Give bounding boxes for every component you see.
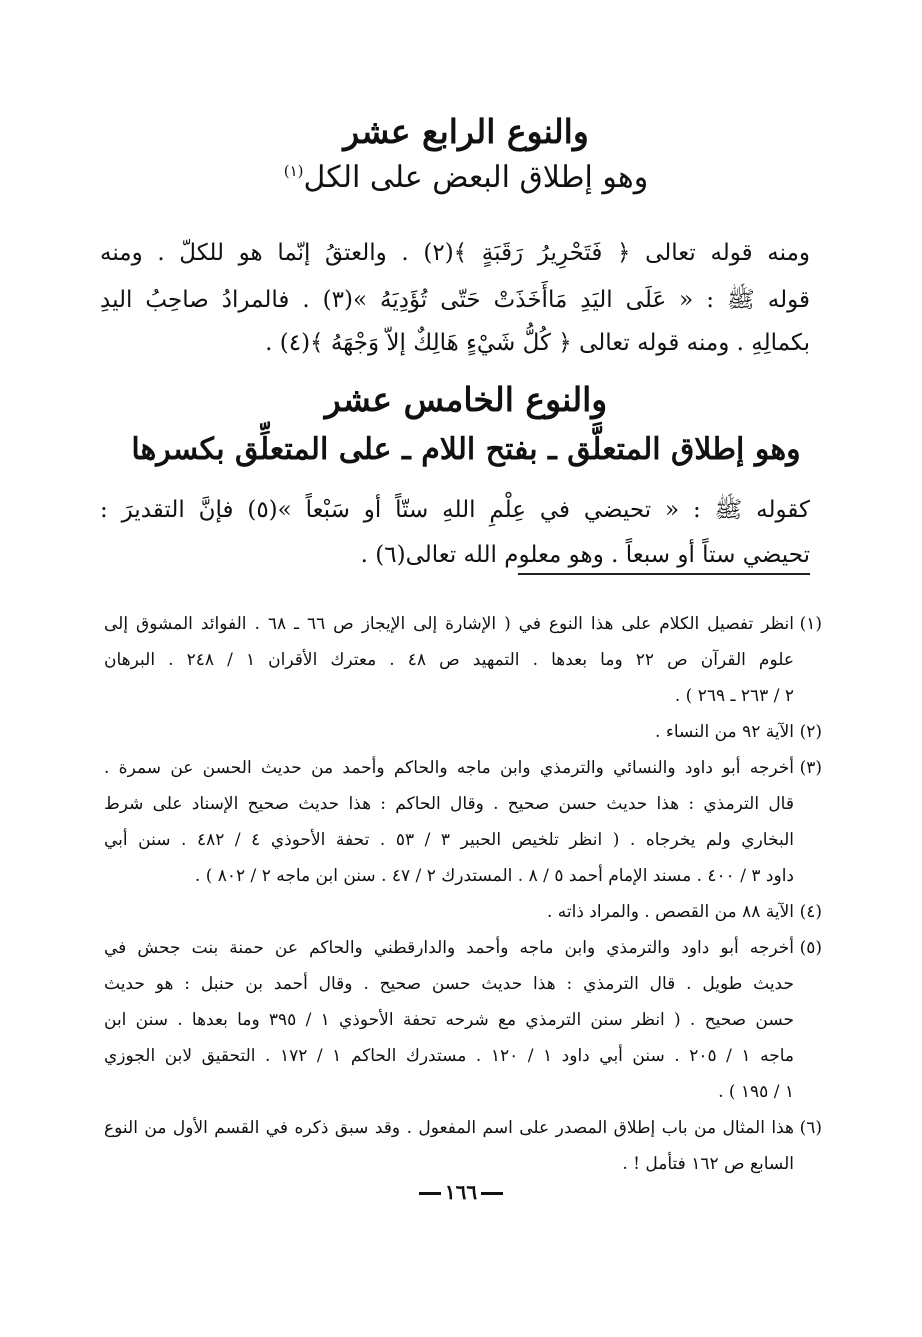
footnote-2 [104,714,822,750]
dash-left [481,1192,503,1195]
footnote-5 [104,930,822,1110]
section-14-subtitle-text: وهو إطلاق البعض على الكل [303,160,649,195]
page-number-text: ١٦٦ [444,1180,478,1204]
footnote-3-line-4: داود ٣ / ٤٠٠ . مسند الإمام أحمد ٥ / ٨ . المستدرك ٢ / ٤٧ . سنن ابن ماجه ٢ / ٨٠٢ ) . [194,866,794,886]
body-14-line-2: قوله ﷺ : « عَلَى اليَدِ مَاأَخَذَتْ حَتّى تُؤَدِيَهُ »(٣) . فالمرادُ صاحِبُ اليدِ [100,287,810,313]
footnote-1-line-1: (١)انظر تفصيل الكلام على هذا النوع في ( الإشارة إلى الإيجاز ص ٦٦ ـ ٦٨ . الفوائد المشوق إلى [104,606,822,642]
section-15-subtitle: وهو إطلاق المتعلَّق ـ بفتح اللام ـ على المتعلِّق بكسرها [131,432,801,467]
footnote-separator [518,573,810,575]
body-14-line-1: ومنه قوله تعالى ﴿ فَتَحْرِيرُ رَقَبَةٍ ﴾(٢) . والعتقُ إنّما هو للكلّ . ومنه [100,240,810,266]
footnote-5-line-4: ماجه ١ / ٢٠٥ . سنن أبي داود ١ / ١٢٠ . مستدرك الحاكم ١ / ١٧٢ . التحقيق لابن الجوزي [104,1046,794,1066]
footnote-5-line-1: (٥)أخرجه أبو داود والترمذي وابن ماجه وأحمد والدارقطني والحاكم عن حمنة بنت جحش في [104,930,822,966]
footnote-1 [104,606,822,714]
footnote-6 [104,1110,822,1182]
section-14-subtitle [80,160,852,195]
footnote-1-line-3: ٢ / ٢٦٣ ـ ٢٦٩ ) . [674,686,794,706]
footnote-5-line-5: ١ / ١٩٥ ) . [718,1082,794,1102]
footnote-1-line-2: علوم القرآن ص ٢٢ وما بعدها . التمهيد ص ٤٨ . معترك الأقران ١ / ٢٤٨ . البرهان [104,650,795,670]
footnote-3-line-1: (٣)أخرجه أبو داود والنسائي والترمذي وابن ماجه والحاكم وأحمد من حديث الحسن عن سمرة . [104,750,822,786]
footnote-6-number: (٦) [799,1118,822,1138]
page-number [0,1180,922,1204]
footnote-6-line-1: (٦)هذا المثال من باب إطلاق المصدر على اسم المفعول . وقد سبق ذكره في القسم الأول من النوع [104,1110,822,1146]
footnote-4 [104,894,822,930]
footnote-3 [104,750,822,894]
footnote-4-line-1: (٤)الآية ٨٨ من القصص . والمراد ذاته . [104,894,822,930]
section-14-title: والنوع الرابع عشر [343,112,589,151]
dash-right [419,1192,441,1195]
footnote-6-line-2: السابع ص ١٦٢ فتأمل ! . [622,1154,794,1174]
footnote-5-line-3: حسن صحيح . ( انظر سنن الترمذي مع شرحه تحفة الأحوذي ١ / ٣٩٥ وما بعدها . سنن ابن [104,1010,794,1030]
footnote-4-number: (٤) [799,902,822,922]
footnote-5-line-2: حديث طويل . قال الترمذي : هذا حديث حسن صحيح . وقال أحمد بن حنبل : هو حديث [104,974,794,994]
footnote-2-number: (٢) [799,722,822,742]
footnote-5-number: (٥) [799,938,822,958]
footnote-1-number: (١) [799,614,822,634]
body-15-line-2: تحيضي ستاً أو سبعاً . وهو معلوم الله تعالى(٦) . [360,542,810,568]
footnote-ref: (١) [283,162,304,180]
footnote-2-line-1: (٢)الآية ٩٢ من النساء . [104,714,822,750]
section-15-title: والنوع الخامس عشر [324,380,608,419]
body-15-line-1: كقوله ﷺ : « تحيضي في عِلْمِ اللهِ ستّاً أو سَبْعاً »(٥) فإنَّ التقديرَ : [100,497,810,523]
footnote-3-number: (٣) [799,758,822,778]
footnote-3-line-2: قال الترمذي : هذا حديث حسن صحيح . وقال الحاكم : هذا حديث صحيح الإسناد على شرط [104,794,794,814]
footnote-3-line-3: البخاري ولم يخرجاه . ( انظر تلخيص الحبير ٣ / ٥٣ . تحفة الأحوذي ٤ / ٤٨٢ . سنن أبي [104,830,794,850]
body-14-line-3: بكمالِهِ . ومنه قوله تعالى ﴿ كُلُّ شَيْءٍ هَالِكٌ إلاّ وَجْهَهُ ﴾(٤) . [265,330,810,356]
